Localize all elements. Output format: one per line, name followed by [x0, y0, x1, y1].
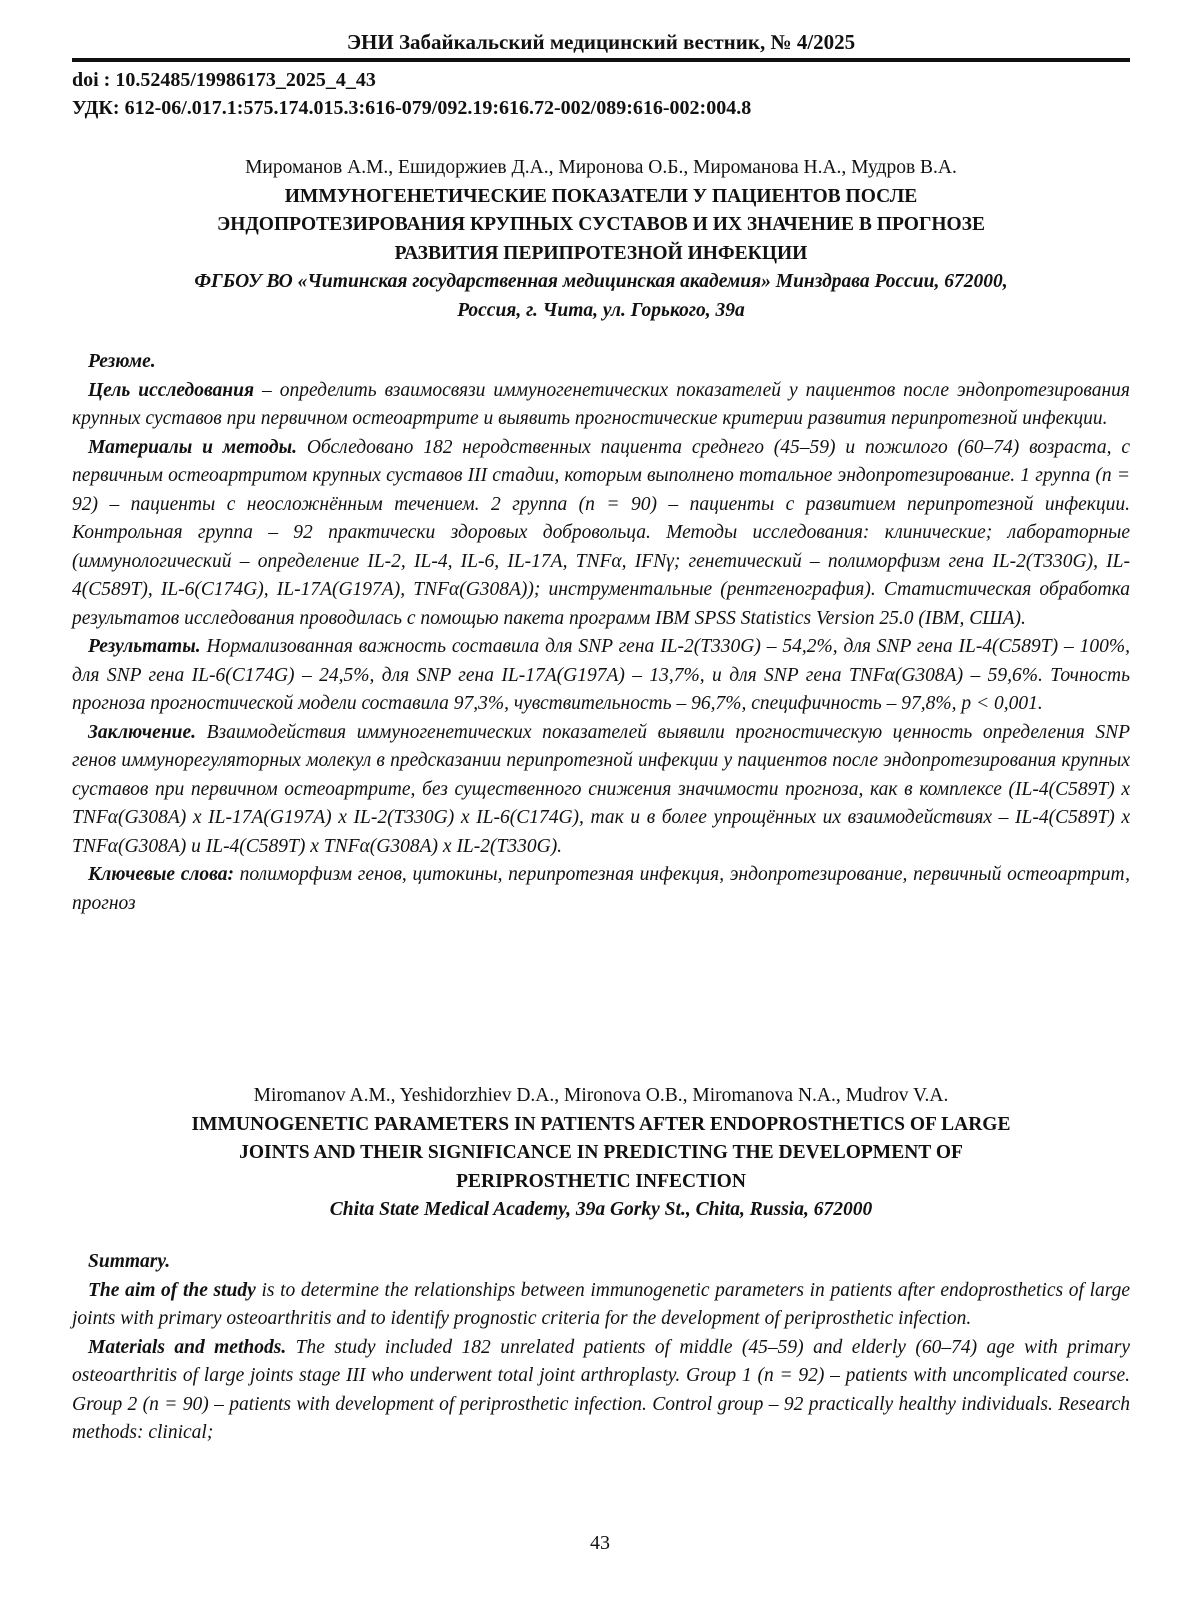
en-authors: Miromanov A.M., Yeshidorzhiev D.A., Mironova O.B., Miromanova N.A., Mudrov V.A.: [253, 1085, 949, 1106]
ru-title-line-3: РАЗВИТИЯ ПЕРИПРОТЕЗНОЙ ИНФЕКЦИИ: [394, 242, 808, 264]
en-title-line-2: JOINTS AND THEIR SIGNIFICANCE IN PREDICTING THE DEVELOPMENT OF: [239, 1142, 963, 1163]
ru-aim-paragraph: [72, 377, 1130, 434]
ru-methods-paragraph: [72, 434, 1130, 634]
ru-title-line-1: ИММУНОГЕНЕТИЧЕСКИЕ ПОКАЗАТЕЛИ У ПАЦИЕНТОВ ПОСЛЕ: [284, 185, 918, 207]
ru-summary-heading: Резюме.: [88, 351, 156, 372]
en-methods-label: Materials and methods.: [88, 1336, 287, 1358]
article-identifiers: [72, 66, 1130, 122]
en-aim-text: is to determine the relationships between immunogenetic parameters in patients after endoprosthetics of large joints with primary osteoarthritis and to identify prognostic criteria for the development of periprosthetic infection.: [72, 1279, 1131, 1329]
en-aim-label: The aim of the study: [88, 1279, 256, 1301]
en-title-line-3: PERIPROSTHETIC INFECTION: [456, 1170, 746, 1192]
en-methods-paragraph: [72, 1334, 1130, 1448]
udk-line: УДК: 612-06/.017.1:575.174.015.3:616-079/092.19:616.72-002/089:616-002:004.8: [72, 97, 752, 119]
en-title-line-1: IMMUNOGENETIC PARAMETERS IN PATIENTS AFTER ENDOPROSTHETICS OF LARGE: [191, 1113, 1011, 1135]
ru-aim-label: Цель исследования: [88, 379, 255, 401]
header-rule: [72, 58, 1130, 62]
ru-results-label: Результаты.: [88, 636, 201, 657]
ru-affiliation-line-1: ФГБОУ ВО «Читинская государственная медицинская академия» Минздрава России, 672000,: [194, 271, 1008, 292]
journal-header: ЭНИ Забайкальский медицинский вестник, № 4/2025: [346, 30, 856, 54]
ru-aim-text: – определить взаимосвязи иммуногенетических показателей у пациентов после эндопротезирования крупных суставов при первичном остеоартрите и выявить прогностические критерии развития перипротезной инфекции.: [72, 379, 1130, 429]
ru-keywords-label: Ключевые слова:: [88, 864, 234, 885]
ru-title-block: [72, 154, 1130, 325]
ru-keywords-paragraph: [72, 861, 1130, 918]
ru-conclusion-paragraph: [72, 719, 1130, 862]
ru-conclusion-text: Взаимодействия иммуногенетических показателей выявили прогностическую ценность определения SNP генов иммунорегуляторных молекул в предсказании перипротезной инфекции у пациентов после эндопротезирования крупных суставов при первичном остеоартрите, без существенного снижения значимости прогноза, как в комплексе (IL-4(C589T) х TNFα(G308A) х IL-17A(G197A) х IL-2(T330G) х IL-6(C174G), так и в более упрощённых их взаимодействиях – IL-4(C589T) х TNFα(G308A) и IL-4(C589T) х TNFα(G308A) х IL-2(T330G).: [72, 721, 1130, 857]
ru-results-text: Нормализованная важность составила для SNP гена IL-2(T330G) – 54,2%, для SNP гена IL-4(C589T) – 100%, для SNP гена IL-6(C174G) – 24,5%, для SNP гена IL-17A(G197A) – 13,7%, и для SNP гена TNFα(G308A) – 59,6%. Точность прогноза прогностической модели составила 97,3%, чувствительность – 96,7%, специфичность – 97,8%, p < 0,001.: [72, 636, 1130, 714]
ru-abstract: [72, 348, 1130, 918]
doi-line: doi : 10.52485/19986173_2025_4_43: [72, 69, 376, 91]
en-affiliation: Chita State Medical Academy, 39a Gorky St., Chita, Russia, 672000: [329, 1199, 873, 1220]
ru-methods-label: Материалы и методы.: [88, 436, 297, 458]
en-abstract: [72, 1248, 1130, 1448]
ru-keywords-text: полиморфизм генов, цитокины, перипротезная инфекция, эндопротезирование, первичный остеоартрит, прогноз: [72, 864, 1130, 914]
page-number: 43: [590, 1532, 610, 1554]
en-methods-text: The study included 182 unrelated patients of middle (45–59) and elderly (60–74) age with primary osteoarthritis of large joints stage III who underwent total joint arthroplasty. Group 1 (n = 92) – patients with uncomplicated course. Group 2 (n = 90) – patients with development of periprosthetic infection. Control group – 92 practically healthy individuals. Research methods: clinical;: [72, 1336, 1130, 1443]
ru-methods-text: Обследовано 182 неродственных пациента среднего (45–59) и пожилого (60–74) возраста, с первичным остеоартритом крупных суставов III стадии, которым выполнено тотальное эндопротезирование. 1 группа (n = 92) – пациенты с неосложнённым течением. 2 группа (n = 90) – пациенты с развитием перипротезной инфекции. Контрольная группа – 92 практически здоровых добровольца. Методы исследования: клинические; лабораторные (иммунологический – определение IL-2, IL-4, IL-6, IL-17A, TNFα, IFNγ; генетический – полиморфизм гена IL-2(T330G), IL-4(C589T), IL-6(C174G), IL-17A(G197A), TNFα(G308A)); инструментальные (рентгенография). Статистическая обработка результатов исследования проводилась с помощью пакета программ IBM SPSS Statistics Version 25.0 (IBM, США).: [72, 436, 1130, 629]
ru-affiliation-line-2: Россия, г. Чита, ул. Горького, 39а: [457, 299, 745, 321]
ru-title-line-2: ЭНДОПРОТЕЗИРОВАНИЯ КРУПНЫХ СУСТАВОВ И ИХ ЗНАЧЕНИЕ В ПРОГНОЗЕ: [217, 214, 985, 235]
ru-conclusion-label: Заключение.: [88, 721, 197, 743]
ru-results-paragraph: [72, 633, 1130, 719]
en-summary-heading: Summary.: [88, 1251, 171, 1272]
ru-authors: Мироманов А.М., Ешидоржиев Д.А., Миронова О.Б., Мироманова Н.А., Мудров В.А.: [245, 157, 957, 178]
en-aim-paragraph: [72, 1277, 1130, 1334]
en-title-block: [72, 1082, 1130, 1225]
